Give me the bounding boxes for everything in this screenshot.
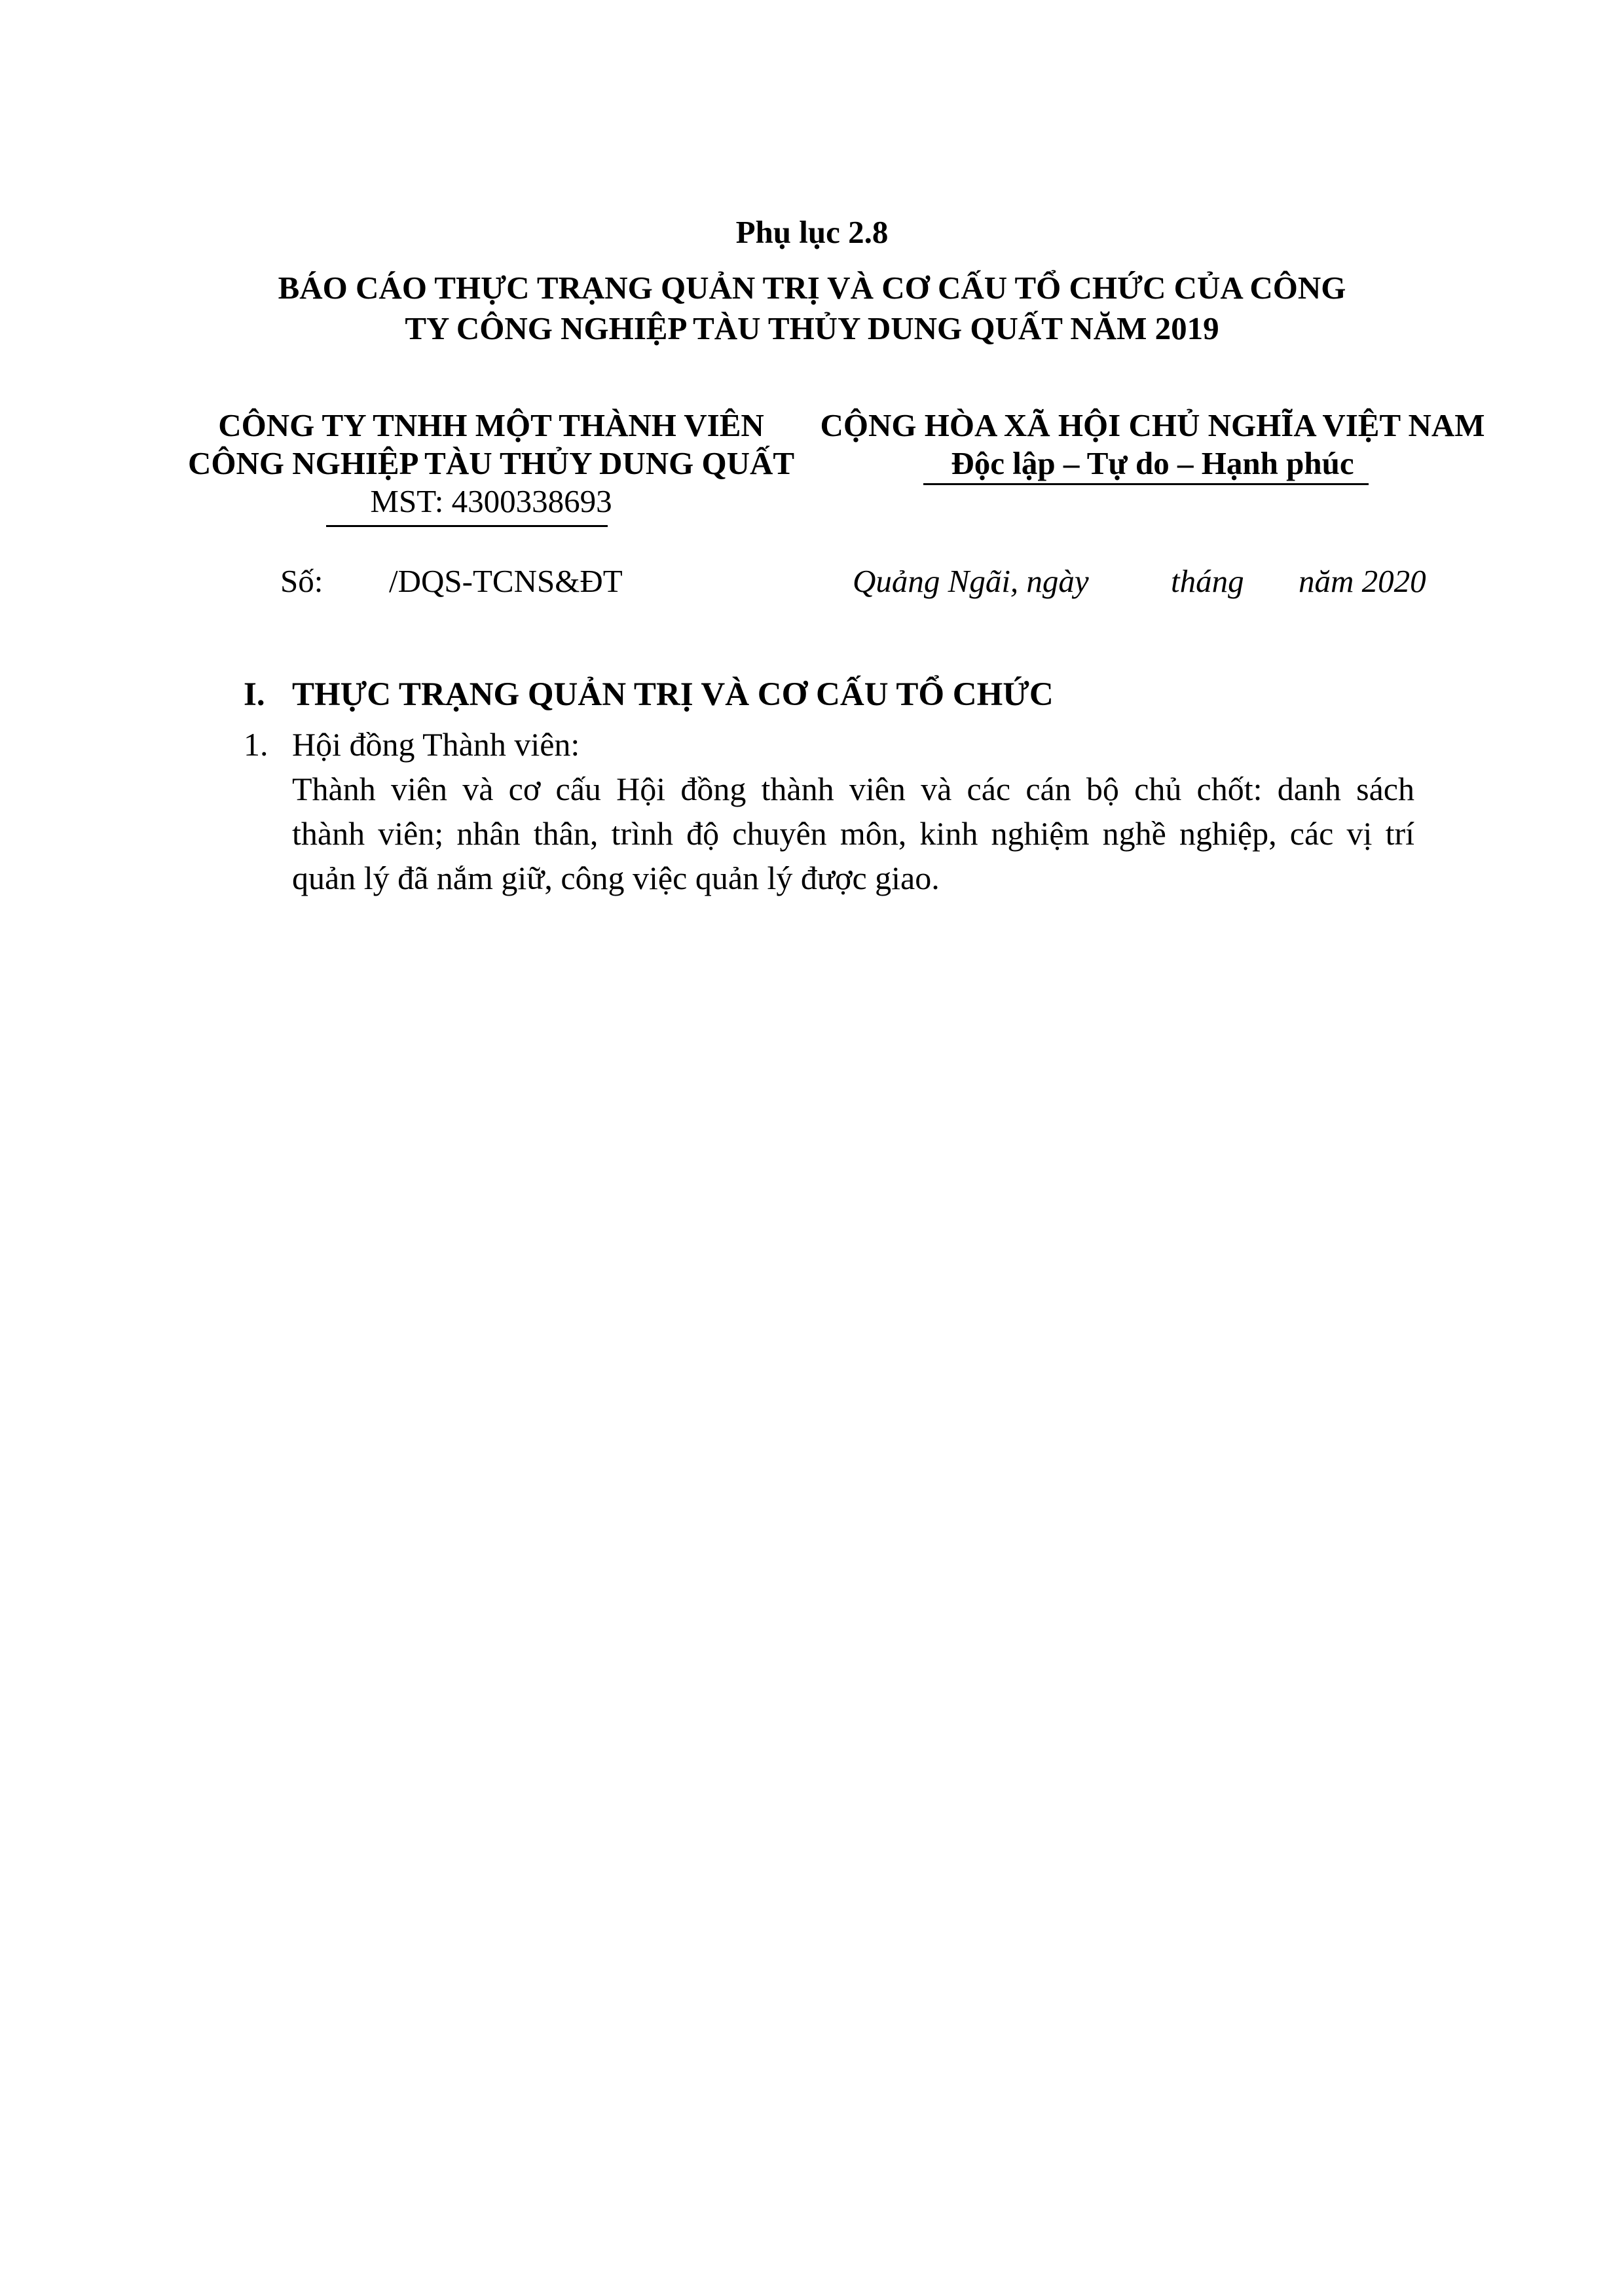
appendix-label: Phụ lục 2.8 — [735, 214, 889, 250]
national-motto: Độc lập – Tự do – Hạnh phúc — [951, 445, 1354, 481]
company-underline — [326, 525, 608, 527]
ref-number-label: Số: — [280, 563, 323, 599]
report-title-line2: TY CÔNG NGHIỆP TÀU THỦY DUNG QUẤT NĂM 2019 — [405, 310, 1219, 346]
paragraph-line: thành viên; nhân thân, trình độ chuyên môn, kinh nghiệm nghề nghiệp, các vị trí — [292, 815, 1414, 852]
place-date-prefix: Quảng Ngãi, ngày — [853, 563, 1089, 599]
section-heading: THỰC TRẠNG QUẢN TRỊ VÀ CƠ CẤU TỔ CHỨC — [292, 676, 1054, 713]
year-label: năm 2020 — [1299, 563, 1426, 599]
month-label: tháng — [1171, 563, 1244, 599]
report-title-line1: BÁO CÁO THỰC TRẠNG QUẢN TRỊ VÀ CƠ CẤU TỔ CHỨC CỦA CÔNG — [278, 270, 1346, 306]
item-number: 1. — [244, 726, 268, 763]
paragraph-line: Thành viên và cơ cấu Hội đồng thành viên và các cán bộ chủ chốt: danh sách — [292, 771, 1414, 807]
tax-code: MST: 4300338693 — [370, 483, 612, 519]
paragraph-line: quản lý đã nắm giữ, công việc quản lý được giao. — [292, 860, 940, 896]
item-title: Hội đồng Thành viên: — [292, 726, 580, 763]
ref-number-suffix: /DQS-TCNS&ĐT — [389, 563, 623, 599]
company-name-line1: CÔNG TY TNHH MỘT THÀNH VIÊN — [218, 407, 764, 443]
nation-name: CỘNG HÒA XÃ HỘI CHỦ NGHĨA VIỆT NAM — [820, 407, 1485, 443]
section-numeral: I. — [244, 676, 265, 713]
motto-underline — [923, 483, 1369, 485]
company-name-line2: CÔNG NGHIỆP TÀU THỦY DUNG QUẤT — [187, 445, 795, 481]
